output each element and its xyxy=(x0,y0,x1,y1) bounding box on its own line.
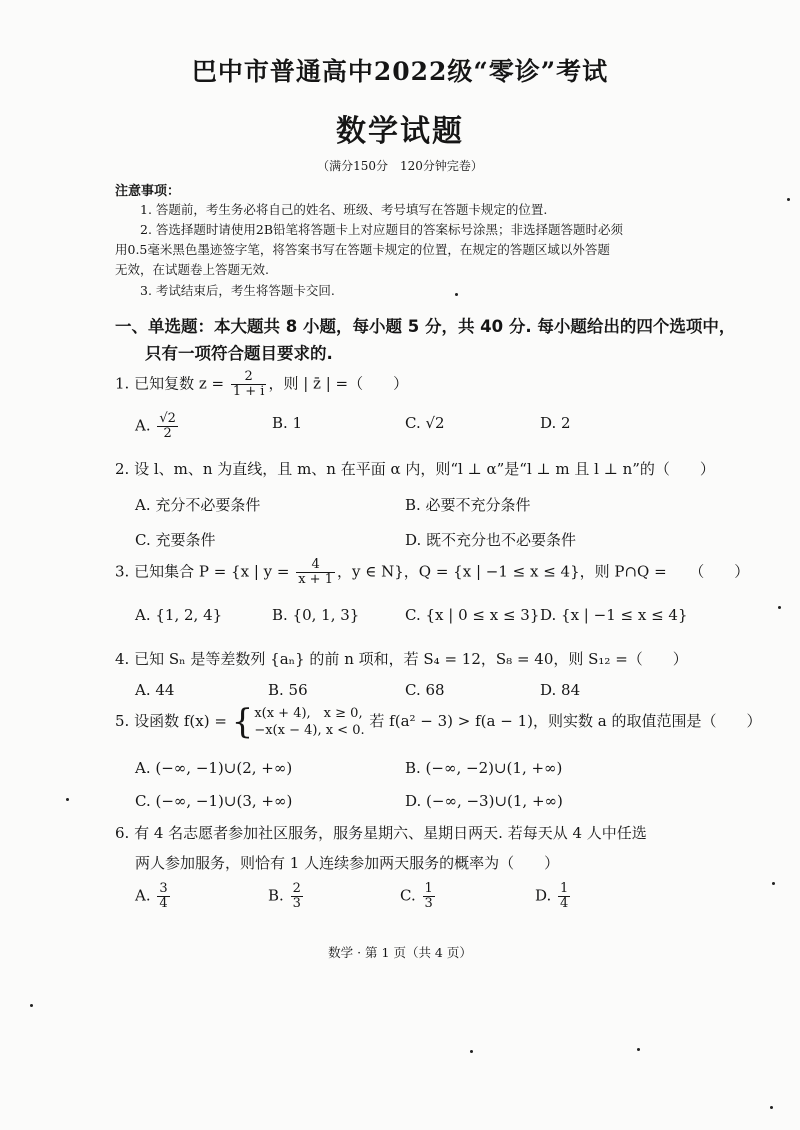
scan-speck xyxy=(470,1050,473,1053)
note-2c: 无效，在试题卷上答题无效. xyxy=(115,262,269,277)
q5-option-a: A. (−∞, −1)∪(2, +∞) xyxy=(135,759,293,777)
note-3: 3. 考试结束后，考生将答题卡交回. xyxy=(140,283,335,298)
q3-option-d: D. {x | −1 ≤ x ≤ 4} xyxy=(540,606,688,624)
scan-speck xyxy=(770,1106,773,1109)
section-heading-line1: 一、单选题：本大题共 8 小题，每小题 5 分，共 40 分. 每小题给出的四个选项中， xyxy=(115,317,736,336)
note-2b: 用0.5毫米黑色墨迹签字笔，将答案书写在答题卡规定的位置，在规定的答题区域以外答题 xyxy=(115,242,610,257)
fraction: $\frac{4}{x + 1}$ xyxy=(298,557,333,587)
q3-option-b: B. {0, 1, 3} xyxy=(272,606,360,624)
question-3: 3. 已知集合 P = {x | y = $\frac{4}{x + 1}$ ，y ∈ N}，Q = {x | −1 ≤ x ≤ 4}，则 P∩Q = （ ） xyxy=(115,557,750,587)
question-6-line2: 两人参加服务，则恰有 1 人连续参加两天服务的概率为（ ） xyxy=(135,854,560,872)
q5-option-b: B. (−∞, −2)∪(1, +∞) xyxy=(405,759,563,777)
q4-option-d: D. 84 xyxy=(540,681,581,699)
scan-speck xyxy=(455,293,458,296)
page-footer: 数学 · 第 1 页（共 4 页） xyxy=(328,945,472,960)
q5-option-c: C. (−∞, −1)∪(3, +∞) xyxy=(135,792,293,810)
q4-option-c: C. 68 xyxy=(405,681,445,699)
q3-option-c: C. {x | 0 ≤ x ≤ 3} xyxy=(405,606,540,624)
piecewise-function: { x(x + 4), x ≥ 0, −x(x − 4), x < 0. xyxy=(231,702,365,742)
q2-option-c: C. 充要条件 xyxy=(135,531,216,549)
q2-option-d: D. 既不充分也不必要条件 xyxy=(405,531,577,549)
exam-title: 巴中市普通高中2022级“零诊”考试 xyxy=(191,57,609,86)
notes-heading: 注意事项： xyxy=(115,184,181,199)
note-1: 1. 答题前，考生务必将自己的姓名、班级、考号填写在答题卡规定的位置. xyxy=(140,202,548,217)
q4-option-b: B. 56 xyxy=(268,681,308,699)
q2-option-b: B. 必要不充分条件 xyxy=(405,496,531,514)
q1-option-d: D. 2 xyxy=(540,414,571,432)
section-heading-line2: 只有一项符合题目要求的. xyxy=(145,344,333,363)
question-5: 5. 设函数 f(x) = { x(x + 4), x ≥ 0, −x(x − 4), x < 0. 若 f(a² − 3) > f(a − 1)，则实数 a 的取值范围是（ ） xyxy=(115,702,762,742)
question-1: 1. 已知复数 z = $\frac{2}{1 + i}$ ，则 | z̄ | =（ ） xyxy=(115,369,409,399)
q3-option-a: A. {1, 2, 4} xyxy=(135,606,223,624)
q6-option-a: A. $\frac{3}{4}$ xyxy=(135,881,168,911)
scan-speck xyxy=(787,198,790,201)
scan-speck xyxy=(778,606,781,609)
q6-option-c: C. $\frac{1}{3}$ xyxy=(400,881,433,911)
q1-option-b: B. 1 xyxy=(272,414,303,432)
q1-option-a: A. $\frac{√2}{2}$ xyxy=(135,411,176,441)
fraction: $\frac{2}{1 + i}$ xyxy=(232,369,265,399)
q5-option-d: D. (−∞, −3)∪(1, +∞) xyxy=(405,792,563,810)
score-note: （满分150分 120分钟完卷） xyxy=(317,159,483,173)
scan-speck xyxy=(637,1048,640,1051)
q6-option-b: B. $\frac{2}{3}$ xyxy=(268,881,301,911)
scan-speck xyxy=(30,1004,33,1007)
scan-speck xyxy=(772,882,775,885)
q6-option-d: D. $\frac{1}{4}$ xyxy=(535,881,569,911)
q4-option-a: A. 44 xyxy=(135,681,175,699)
question-2: 2. 设 l、m、n 为直线，且 m、n 在平面 α 内，则“l ⊥ α”是“l ⊥ m 且 l ⊥ n”的（ ） xyxy=(115,460,715,478)
subject-title: 数学试题 xyxy=(336,114,464,149)
scan-speck xyxy=(66,798,69,801)
question-6-line1: 6. 有 4 名志愿者参加社区服务，服务星期六、星期日两天. 若每天从 4 人中任选 xyxy=(115,824,647,842)
q2-option-a: A. 充分不必要条件 xyxy=(135,496,261,514)
question-4: 4. 已知 Sₙ 是等差数列 {aₙ} 的前 n 项和，若 S₄ = 12，S₈ = 40，则 S₁₂ =（ ） xyxy=(115,650,688,668)
q1-option-c: C. √2 xyxy=(405,414,445,432)
note-2a: 2. 答选择题时请使用2B铅笔将答题卡上对应题目的答案标号涂黑；非选择题答题时必须 xyxy=(140,222,624,237)
